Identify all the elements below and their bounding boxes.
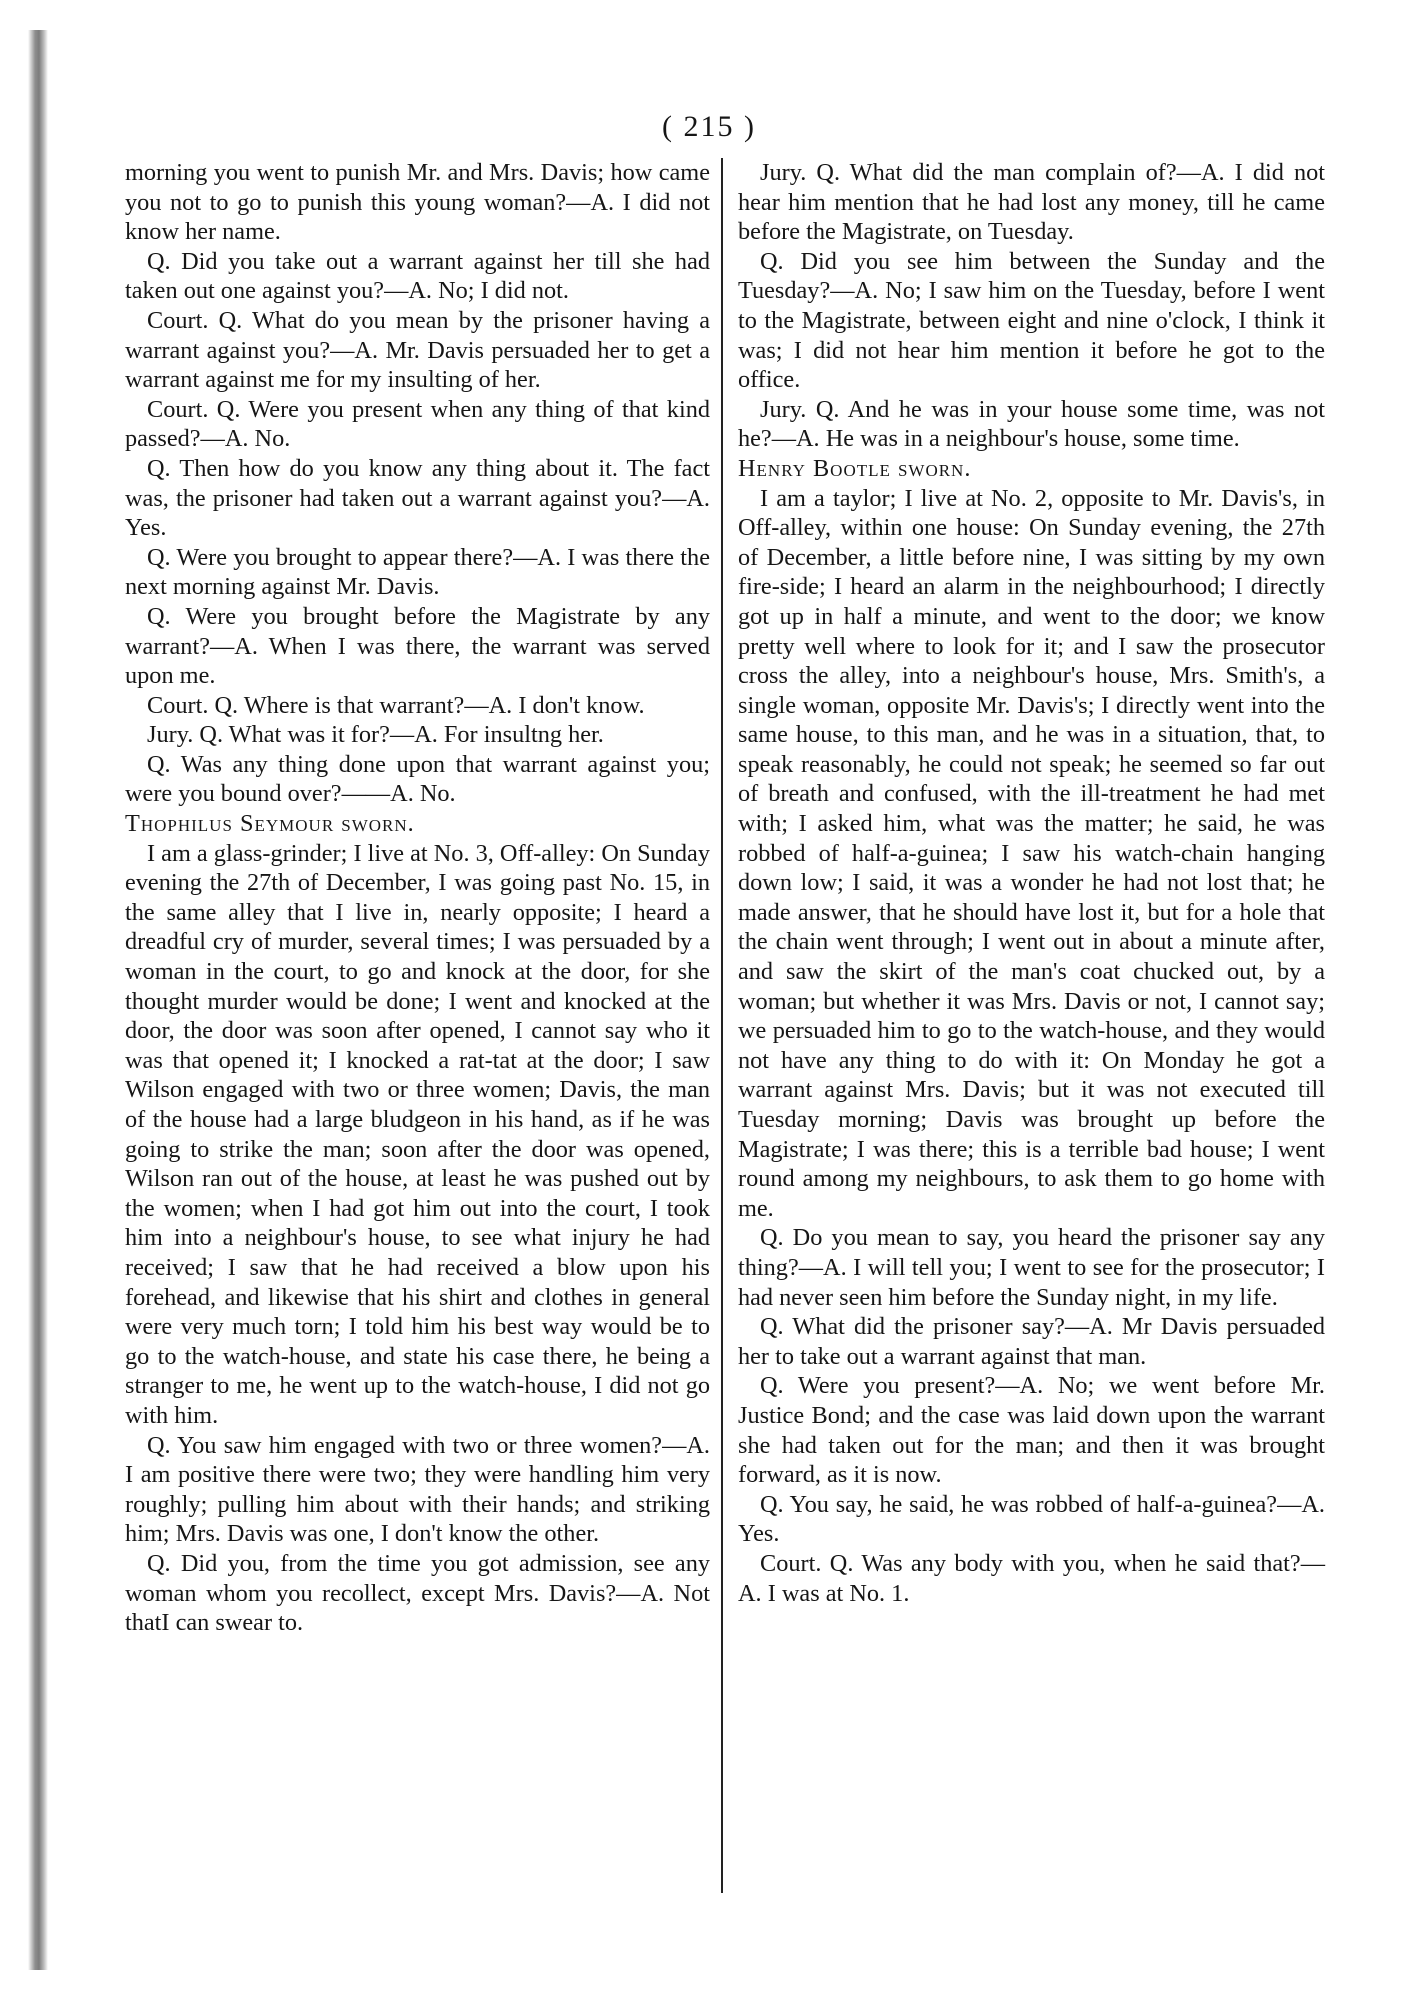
paragraph: Q. You saw him engaged with two or three women?—A. I am positive there were two; they were handling him very roughly; pulling him about with their hands; and striking him; Mrs. Davis was one, I don't know the other.	[125, 1431, 710, 1548]
paragraph: Q. Were you brought to appear there?—A. I was there the next morning against Mr. Davis.	[125, 543, 710, 601]
paragraph: Q. Was any thing done upon that warrant against you; were you bound over?——A. No.	[125, 750, 710, 808]
paragraph: Court. Q. Where is that warrant?—A. I don't know.	[147, 691, 645, 719]
paragraph: Q. Then how do you know any thing about it. The fact was, the prisoner had taken out a warrant against you?—A. Yes.	[125, 454, 710, 542]
paragraph: Q. Did you take out a warrant against her till she had taken out one against you?—A. No; I did not.	[125, 247, 710, 305]
paragraph: Jury. Q. What was it for?—A. For insultng her.	[147, 721, 604, 749]
paragraph: Q. You say, he said, he was robbed of half-a-guinea?—A. Yes.	[738, 1490, 1325, 1548]
left-column	[125, 158, 710, 1638]
paragraph: Court. Q. What do you mean by the prisoner having a warrant against you?—A. Mr. Davis persuaded her to get a warrant against me for my insulting of her.	[125, 306, 710, 394]
paragraph: Q. Do you mean to say, you heard the prisoner say any thing?—A. I will tell you; I went to see for the prosecutor; I had never seen him before the Sunday night, in my life.	[738, 1224, 1325, 1311]
paragraph: Q. Were you brought before the Magistrate by any warrant?—A. When I was there, the warrant was served upon me.	[125, 602, 710, 690]
paragraph: Q. Were you present?—A. No; we went before Mr. Justice Bond; and the case was laid down upon the warrant she had taken out for the man; and then it was brought forward, as it is now.	[738, 1372, 1325, 1489]
paragraph: Court. Q. Was any body with you, when he said that?—A. I was at No. 1.	[738, 1549, 1325, 1607]
column-divider	[721, 158, 723, 1893]
paragraph: morning you went to punish Mr. and Mrs. Davis; how came you not to go to punish this young woman?—A. I did not know her name.	[125, 159, 710, 246]
paragraph: Jury. Q. What did the man complain of?—A. I did not hear him mention that he had lost any money, till he came before the Magistrate, on Tuesday.	[738, 159, 1325, 246]
book-binding-edge	[28, 30, 48, 1970]
page-number: ( 215 )	[662, 110, 756, 143]
right-column	[738, 158, 1325, 1608]
paragraph: I am a taylor; I live at No. 2, opposite to Mr. Davis's, in Off-alley, within one house: On Sunday evening, the 27th of December, a little before nine, I was sitting by my own fire-side; I heard an alarm in the neighbourhood; I directly got up in half a minute, and went to the door; we know pretty well where to look for it; and I saw the prosecutor cross the alley, into a neighbour's house, Mrs. Smith's, a single woman, opposite Mr. Davis's; I directly went into the same house, to this man, and he was in a situation, that, to speak reasonably, he could not speak; he seemed so far out of breath and confused, with the ill-treatment he had met with; I asked him, what was the matter; he said, he was robbed of half-a-guinea; I saw his watch-chain hanging down low; I said, it was a wonder he had not lost that; he made answer, that he should have lost it, but for a hole that the chain went through; I went out in about a minute after, and saw the skirt of the man's coat chucked out, by a woman; but whether it was Mrs. Davis or not, I cannot say; we persuaded him to go to the watch-house, and they would not have any thing to do with it: On Monday he got a warrant against Mrs. Davis; but it was not executed till Tuesday morning; Davis was brought up before the Magistrate; I was there; this is a terrible bad house; I went round among my neighbours, to ask them to go home with me.	[738, 484, 1325, 1222]
paragraph: Jury. Q. And he was in your house some time, was not he?—A. He was in a neighbour's house, some time.	[738, 395, 1325, 453]
paragraph: Court. Q. Were you present when any thing of that kind passed?—A. No.	[125, 395, 710, 453]
witness-heading: Henry Bootle sworn.	[738, 454, 972, 482]
paragraph: Q. Did you, from the time you got admission, see any woman whom you recollect, except Mrs. Davis?—A. Not thatI can swear to.	[125, 1549, 710, 1637]
paragraph: I am a glass-grinder; I live at No. 3, Off-alley: On Sunday evening the 27th of December, I was going past No. 15, in the same alley that I live in, nearly opposite; I heard a dreadful cry of murder, several times; I was persuaded by a woman in the court, to go and knock at the door, for she thought murder would be done; I went and knocked at the door, the door was soon after opened, I cannot say who it was that opened it; I knocked a rat-tat at the door; I saw Wilson engaged with two or three women; Davis, the man of the house had a large bludgeon in his hand, as if he was going to strike the man; soon after the door was opened, Wilson ran out of the house, at least he was pushed out by the women; when I had got him out into the court, I took him into a neighbour's house, to see what injury he had received; I saw that he had received a blow upon his forehead, and likewise that his shirt and clothes in general were very much torn; I told him his best way would be to go to the watch-house, and state his case there, he being a stranger to me, he went up to the watch-house, I did not go with him.	[125, 839, 710, 1429]
paragraph: Q. What did the prisoner say?—A. Mr Davis persuaded her to take out a warrant against that man.	[738, 1313, 1325, 1370]
witness-heading: Thophilus Seymour sworn.	[125, 810, 415, 838]
paragraph: Q. Did you see him between the Sunday and the Tuesday?—A. No; I saw him on the Tuesday, before I went to the Magistrate, between eight and nine o'clock, I think it was; I did not hear him mention it before he got to the office.	[738, 247, 1325, 394]
